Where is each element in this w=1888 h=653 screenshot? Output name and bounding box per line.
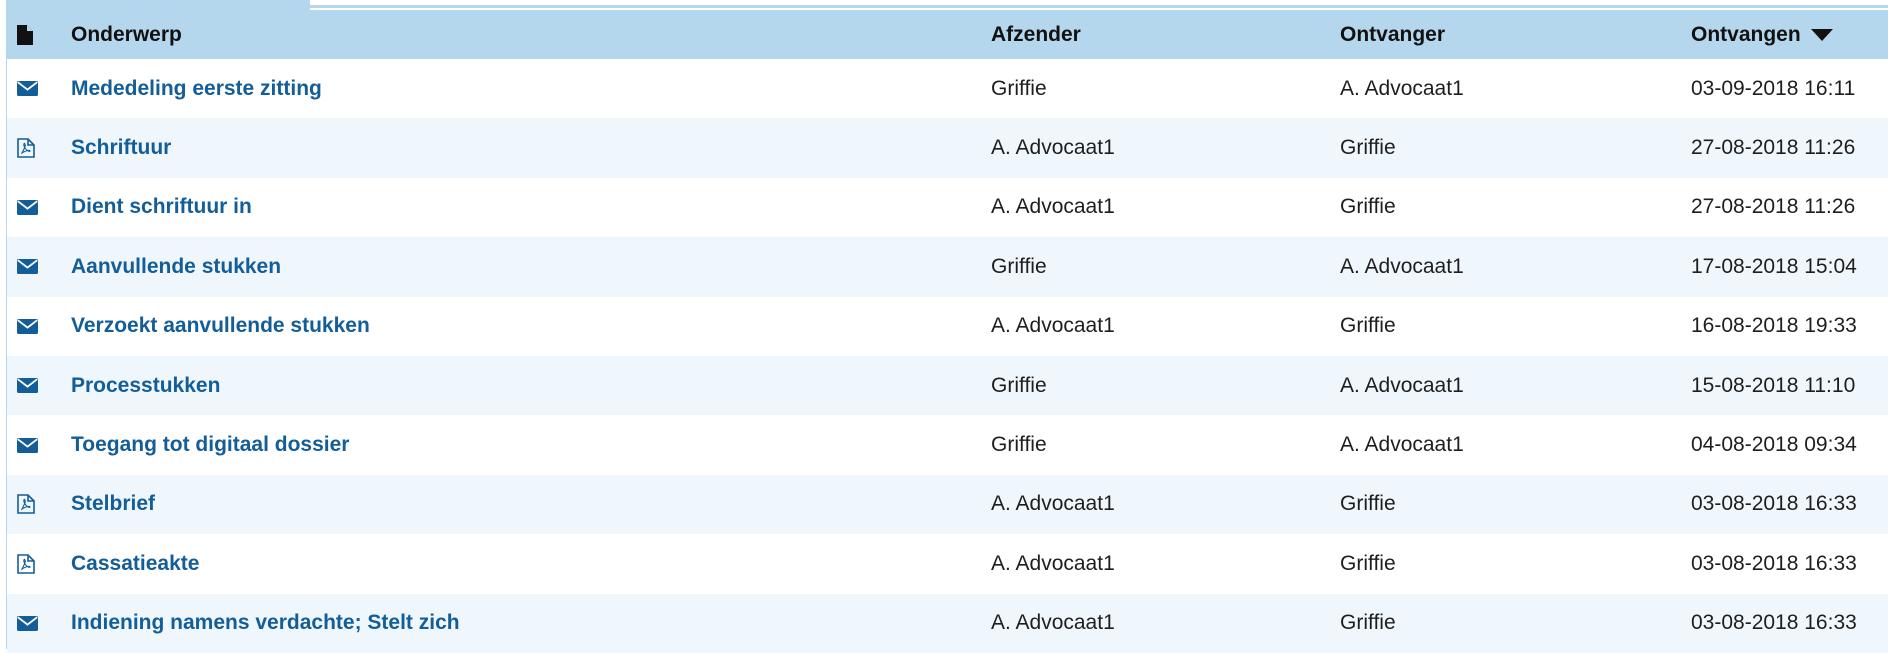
envelope-icon — [17, 297, 57, 356]
recipient-cell: A. Advocaat1 — [1340, 373, 1464, 397]
table-row[interactable] — [7, 178, 1888, 237]
recipient-cell: Griffie — [1340, 195, 1396, 219]
table-row[interactable] — [7, 415, 1888, 474]
table-row[interactable] — [7, 356, 1888, 415]
type-column-header — [17, 10, 57, 59]
subject-link[interactable]: Stelbrief — [71, 492, 156, 516]
received-date-cell: 16-08-2018 19:33 — [1691, 314, 1857, 338]
tab-underline — [310, 5, 1888, 8]
table-header — [7, 10, 1888, 59]
envelope-icon — [17, 178, 57, 237]
table-row[interactable] — [7, 59, 1888, 118]
subject-link[interactable]: Processtukken — [71, 373, 221, 397]
sender-cell: A. Advocaat1 — [991, 611, 1115, 635]
envelope-icon — [17, 59, 57, 118]
table-row[interactable] — [7, 237, 1888, 296]
sender-cell: A. Advocaat1 — [991, 314, 1115, 338]
recipient-cell: Griffie — [1340, 551, 1396, 575]
recipient-column-header[interactable]: Ontvanger — [1340, 22, 1446, 46]
received-date-cell: 04-08-2018 09:34 — [1691, 433, 1857, 457]
document-icon — [17, 25, 33, 45]
sender-cell: A. Advocaat1 — [991, 195, 1115, 219]
sender-cell: Griffie — [991, 76, 1047, 100]
pdf-icon — [17, 118, 57, 177]
pdf-icon — [17, 534, 57, 593]
subject-column-header[interactable]: Onderwerp — [71, 22, 182, 46]
recipient-cell: Griffie — [1340, 136, 1396, 160]
table-row[interactable] — [7, 594, 1888, 653]
subject-link[interactable]: Aanvullende stukken — [71, 254, 282, 278]
subject-link[interactable]: Indiening namens verdachte; Stelt zich — [71, 611, 460, 635]
received-column-header[interactable]: Ontvangen — [1691, 10, 1833, 59]
recipient-cell: A. Advocaat1 — [1340, 76, 1464, 100]
subject-link[interactable]: Verzoekt aanvullende stukken — [71, 314, 370, 338]
subject-link[interactable]: Mededeling eerste zitting — [71, 76, 322, 100]
received-date-cell: 03-08-2018 16:33 — [1691, 492, 1857, 516]
messages-table — [6, 10, 1888, 649]
recipient-cell: A. Advocaat1 — [1340, 254, 1464, 278]
tab-strip — [0, 0, 1888, 10]
sender-cell: A. Advocaat1 — [991, 551, 1115, 575]
envelope-icon — [17, 356, 57, 415]
sender-cell: Griffie — [991, 254, 1047, 278]
received-date-cell: 03-08-2018 16:33 — [1691, 551, 1857, 575]
recipient-cell: Griffie — [1340, 314, 1396, 338]
sender-column-header[interactable]: Afzender — [991, 22, 1081, 46]
table-row[interactable] — [7, 475, 1888, 534]
envelope-icon — [17, 237, 57, 296]
active-tab-indicator[interactable] — [6, 0, 310, 10]
received-date-cell: 27-08-2018 11:26 — [1691, 136, 1856, 160]
received-date-cell: 03-08-2018 16:33 — [1691, 611, 1857, 635]
sender-cell: A. Advocaat1 — [991, 136, 1115, 160]
envelope-icon — [17, 594, 57, 653]
sender-cell: Griffie — [991, 433, 1047, 457]
table-body — [7, 59, 1888, 653]
recipient-cell: A. Advocaat1 — [1340, 433, 1464, 457]
received-date-cell: 15-08-2018 11:10 — [1691, 373, 1856, 397]
table-row[interactable] — [7, 118, 1888, 177]
pdf-icon — [17, 475, 57, 534]
subject-link[interactable]: Cassatieakte — [71, 551, 200, 575]
recipient-cell: Griffie — [1340, 611, 1396, 635]
table-row[interactable] — [7, 534, 1888, 593]
sort-down-icon[interactable] — [1811, 29, 1833, 41]
received-date-cell: 27-08-2018 11:26 — [1691, 195, 1856, 219]
subject-link[interactable]: Schriftuur — [71, 136, 172, 160]
subject-link[interactable]: Dient schriftuur in — [71, 195, 252, 219]
sender-cell: A. Advocaat1 — [991, 492, 1115, 516]
subject-link[interactable]: Toegang tot digitaal dossier — [71, 433, 350, 457]
envelope-icon — [17, 415, 57, 474]
table-row[interactable] — [7, 297, 1888, 356]
received-date-cell: 17-08-2018 15:04 — [1691, 254, 1857, 278]
recipient-cell: Griffie — [1340, 492, 1396, 516]
received-date-cell: 03-09-2018 16:11 — [1691, 76, 1856, 100]
sender-cell: Griffie — [991, 373, 1047, 397]
